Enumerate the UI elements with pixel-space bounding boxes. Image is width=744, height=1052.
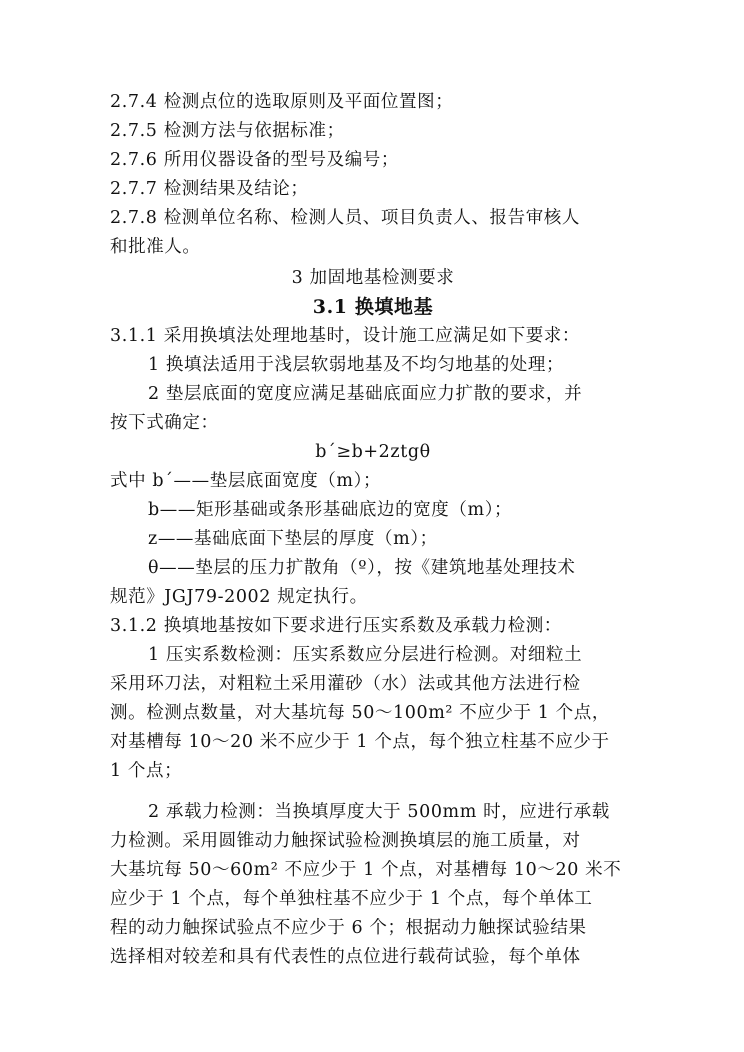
clause-3-1-2-item-1: 1 压实系数检测：压实系数应分层进行检测。对细粒土 bbox=[148, 645, 583, 665]
clause-3-1-2-item-2-cont-3: 应少于 1 个点，每个单独柱基不应少于 1 个点，每个单体工 bbox=[110, 889, 593, 909]
item-2-7-8: 2.7.8 检测单位名称、检测人员、项目负责人、报告审核人 bbox=[110, 208, 580, 228]
formula-where-theta: θ——垫层的压力扩散角（º），按《建筑地基处理技术 bbox=[148, 558, 576, 578]
clause-3-1-2-item-1-cont-4: 1 个点； bbox=[110, 761, 183, 781]
clause-3-1-2-item-2-cont-2: 大基坑每 50～60m² 不应少于 1 个点，对基槽每 10～20 米不 bbox=[110, 860, 622, 880]
clause-3-1-1-item-2-cont: 按下式确定： bbox=[110, 413, 219, 433]
clause-3-1-2-item-2: 2 承载力检测：当换填厚度大于 500mm 时，应进行承载 bbox=[148, 802, 610, 822]
formula: b´≥b+2ztgθ bbox=[315, 442, 431, 462]
formula-where-b: b——矩形基础或条形基础底边的宽度（m）； bbox=[148, 500, 513, 520]
clause-3-1-2-item-2-cont-1: 力检测。采用圆锥动力触探试验检测换填层的施工质量，对 bbox=[110, 831, 581, 851]
clause-3-1-2: 3.1.2 换填地基按如下要求进行压实系数及承载力检测： bbox=[110, 616, 562, 636]
formula-where-z: z——基础底面下垫层的厚度（m）； bbox=[148, 529, 438, 549]
section-heading-3-1: 3.1 换填地基 bbox=[312, 296, 434, 318]
formula-where-theta-cont: 规范》JGJ79-2002 规定执行。 bbox=[110, 587, 368, 607]
clause-3-1-1: 3.1.1 采用换填法处理地基时，设计施工应满足如下要求： bbox=[110, 326, 580, 346]
clause-3-1-2-item-1-cont-2: 测。检测点数量，对大基坑每 50～100m² 不应少于 1 个点， bbox=[110, 703, 610, 723]
item-2-7-6: 2.7.6 所用仪器设备的型号及编号； bbox=[110, 150, 399, 170]
clause-3-1-2-item-1-cont-1: 采用环刀法，对粗粒土采用灌砂（水）法或其他方法进行检 bbox=[110, 674, 581, 694]
clause-3-1-2-item-2-cont-5: 选择相对较差和具有代表性的点位进行载荷试验，每个单体 bbox=[110, 947, 581, 967]
section-heading-3: 3 加固地基检测要求 bbox=[291, 268, 455, 288]
clause-3-1-2-item-1-cont-3: 对基槽每 10～20 米不应少于 1 个点，每个独立柱基不应少于 bbox=[110, 732, 610, 752]
formula-where-b-prime: 式中 b´——垫层底面宽度（m）； bbox=[110, 471, 382, 491]
item-2-7-7: 2.7.7 检测结果及结论； bbox=[110, 179, 309, 199]
item-2-7-4: 2.7.4 检测点位的选取原则及平面位置图； bbox=[110, 92, 454, 112]
clause-3-1-1-item-1: 1 换填法适用于浅层软弱地基及不均匀地基的处理； bbox=[148, 355, 565, 375]
item-2-7-8-cont: 和批准人。 bbox=[110, 237, 201, 257]
clause-3-1-2-item-2-cont-4: 程的动力触探试验点不应少于 6 个；根据动力触探试验结果 bbox=[110, 918, 587, 938]
item-2-7-5: 2.7.5 检测方法与依据标准； bbox=[110, 121, 345, 141]
clause-3-1-1-item-2: 2 垫层底面的宽度应满足基础底面应力扩散的要求，并 bbox=[148, 384, 583, 404]
